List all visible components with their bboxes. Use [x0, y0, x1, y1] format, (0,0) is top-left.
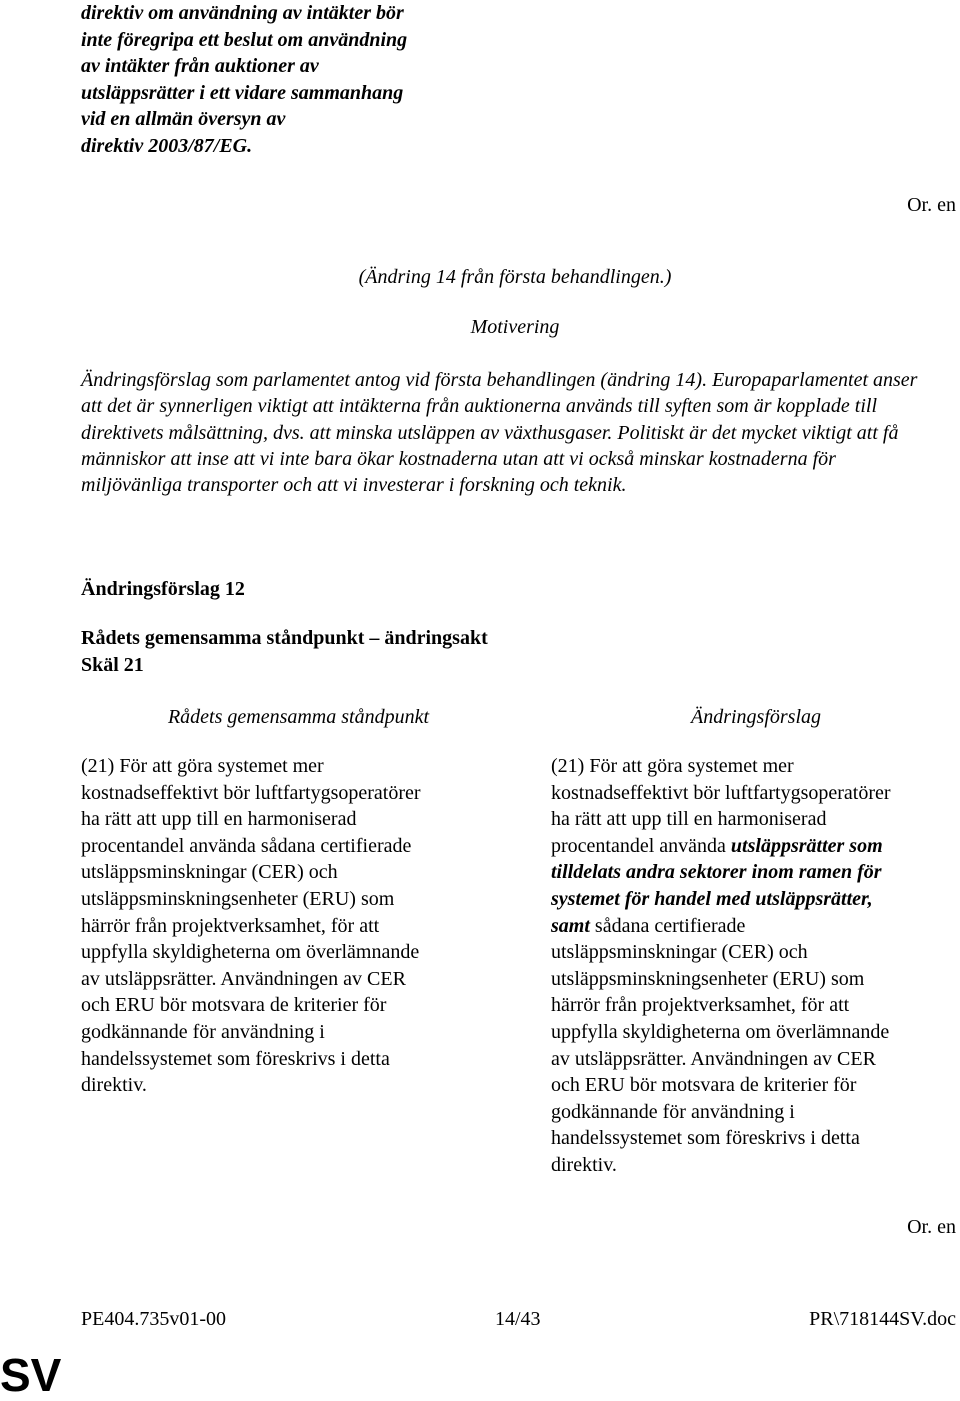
text-line: och ERU bör motsvara de kriterier för	[551, 1074, 857, 1097]
amended-text: samt	[551, 914, 590, 937]
amendment-heading: Ändringsförslag 12	[81, 578, 245, 600]
text-line: direktiv.	[81, 1074, 147, 1097]
text-line: inte föregripa ett beslut om användning	[81, 28, 408, 51]
text-line: direktiv 2003/87/EG.	[81, 134, 253, 157]
text-line	[551, 859, 960, 886]
act-title: Rådets gemensamma ståndpunkt – ändringsakt	[81, 627, 488, 649]
footer-file-name: PR\718144SV.doc	[809, 1308, 956, 1330]
original-language-label: Or. en	[907, 194, 956, 216]
text-line: direktiv om användning av intäkter bör	[81, 2, 404, 24]
text-line	[551, 886, 960, 913]
text-line: handelssystemet som föreskrivs i detta	[551, 1127, 860, 1150]
footer-doc-ref: PE404.735v01-00	[81, 1308, 226, 1330]
text-line: utsläppsminskningar (CER) och	[551, 941, 808, 964]
text-segment: sådana certifierade	[589, 914, 746, 937]
text-line: utsläppsminskningsenheter (ERU) som	[81, 887, 395, 910]
text-line: procentandel använda sådana certifierade	[81, 834, 412, 857]
justification-text: Ändringsförslag som parlamentet antog vid första behandlingen (ändring 14). Europaparlamentet anser att det är synnerligen viktigt att intäkterna från auktionerna används till syften som är kopplade till direktivets målsättning, dvs. att minska utsläppen av växthusgaser. Politiskt är det mycket viktigt att få människor att inse att vi inte bara ökar kostnaderna utan att vi också minskar kostnaderna för miljövänliga transporter och att vi investerar i forskning och teknik.	[81, 369, 918, 497]
amended-text: utsläppsrätter som	[730, 834, 883, 857]
recital-title: Skäl 21	[81, 654, 144, 676]
text-line: uppfylla skyldigheterna om överlämnande	[551, 1020, 890, 1043]
text-line: härrör från projektverksamhet, för att	[551, 994, 850, 1017]
text-line: handelssystemet som föreskrivs i detta	[81, 1047, 390, 1070]
original-language-label: Or. en	[907, 1216, 956, 1238]
text-line: (21) För att göra systemet mer	[81, 755, 324, 777]
text-line	[551, 833, 960, 860]
text-line: av intäkter från auktioner av	[81, 55, 319, 77]
amended-text: systemet för handel med utsläppsrätter,	[551, 887, 873, 910]
text-line: ha rätt att upp till en harmoniserad	[81, 808, 357, 831]
text-line: kostnadseffektivt bör luftfartygsoperatörer	[81, 781, 421, 804]
footer-page-number: 14/43	[495, 1308, 541, 1330]
text-line: av utsläppsrätter. Användningen av CER	[81, 967, 406, 990]
amended-text: tilldelats andra sektorer inom ramen för	[551, 861, 882, 884]
left-column-text	[81, 753, 501, 1099]
text-line: utsläppsrätter i ett vidare sammanhang	[81, 81, 404, 104]
right-column-header: Ändringsförslag	[690, 706, 822, 728]
text-line: härrör från projektverksamhet, för att	[81, 914, 380, 937]
text-line: vid en allmän översyn av	[81, 108, 286, 130]
text-line: och ERU bör motsvara de kriterier för	[81, 994, 387, 1017]
right-column-text	[551, 753, 960, 1179]
text-line: uppfylla skyldigheterna om överlämnande	[81, 941, 420, 964]
text-line: utsläppsminskningsenheter (ERU) som	[551, 967, 865, 990]
text-line: godkännande för användning i	[551, 1100, 795, 1123]
left-column-header: Rådets gemensamma ståndpunkt	[167, 706, 430, 728]
justification-title: Motivering	[470, 316, 560, 338]
text-line	[551, 913, 960, 940]
previous-justification-text	[81, 0, 481, 159]
text-line: direktiv.	[551, 1153, 617, 1176]
text-segment: procentandel använda	[551, 834, 731, 857]
text-line: kostnadseffektivt bör luftfartygsoperatörer	[551, 781, 891, 804]
text-line: av utsläppsrätter. Användningen av CER	[551, 1047, 876, 1070]
text-line: (21) För att göra systemet mer	[551, 755, 794, 777]
amendment-note: (Ändring 14 från första behandlingen.)	[358, 266, 672, 288]
language-badge: SV	[0, 1349, 62, 1401]
text-line: utsläppsminskningar (CER) och	[81, 861, 338, 884]
text-line: godkännande för användning i	[81, 1020, 325, 1043]
text-line: ha rätt att upp till en harmoniserad	[551, 808, 827, 831]
